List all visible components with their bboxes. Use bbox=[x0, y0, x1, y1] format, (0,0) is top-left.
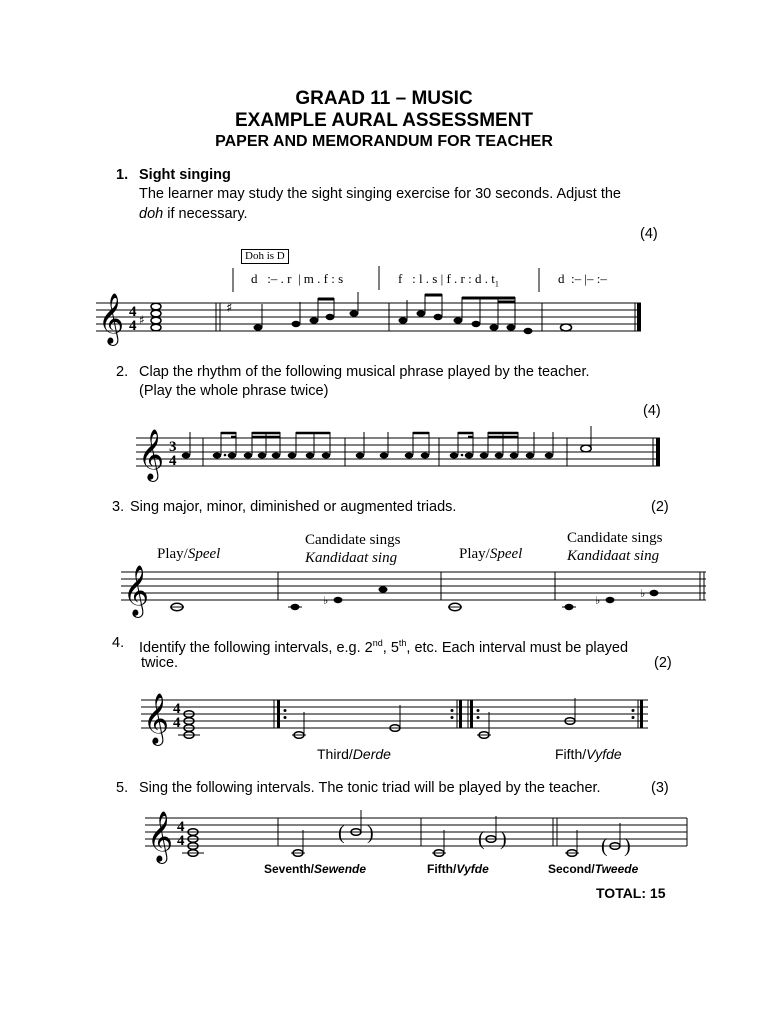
title-line-1: GRAAD 11 – MUSIC bbox=[295, 88, 473, 109]
q5-label-1-a: Seventh/ bbox=[264, 862, 315, 876]
svg-text:♭: ♭ bbox=[595, 594, 601, 607]
q1-heading: Sight singing bbox=[139, 167, 231, 183]
time-bottom-2: 4 bbox=[169, 453, 177, 469]
svg-text:♭: ♭ bbox=[640, 587, 646, 600]
treble-clef-3: 𝄞 bbox=[123, 565, 150, 616]
title-line-3: PAPER AND MEMORANDUM FOR TEACHER bbox=[215, 133, 553, 150]
time-top-5: 4 bbox=[177, 819, 185, 835]
q3-number: 3. bbox=[112, 499, 125, 515]
q1-text-a: The learner may study the sight singing exercise for 30 seconds. Adjust the bbox=[139, 186, 621, 202]
svg-text:♭: ♭ bbox=[323, 594, 329, 607]
time-top-4: 4 bbox=[173, 701, 181, 717]
q4-label-1-a: Third/ bbox=[317, 746, 353, 762]
solfa-bar-1: d :– . r | m . f : s bbox=[251, 271, 344, 286]
q4-marks: (2) bbox=[654, 655, 672, 671]
q3-cand-2-a: Candidate sings bbox=[567, 530, 663, 546]
q2-staff bbox=[136, 418, 666, 478]
chord-sharp: ♯ bbox=[139, 313, 145, 327]
q5-label-2 bbox=[427, 862, 489, 876]
q5-label-2-a: Fifth/ bbox=[427, 862, 457, 876]
q5-label-3-a: Second/ bbox=[548, 862, 595, 876]
q3-cand-1-a: Candidate sings bbox=[305, 532, 401, 548]
q4-line2: twice. bbox=[141, 655, 179, 671]
q3-marks: (2) bbox=[651, 499, 669, 515]
q4-label-2-a: Fifth/ bbox=[555, 746, 587, 762]
svg-text:): ) bbox=[367, 822, 374, 844]
q3-play-2-b: Speel bbox=[489, 546, 523, 562]
q4-sup-1: nd bbox=[372, 638, 383, 648]
q5-label-3-b: Tweede bbox=[594, 862, 639, 876]
q5-label-1 bbox=[264, 862, 366, 876]
q4-staff bbox=[141, 690, 661, 745]
q2-line1: Clap the rhythm of the following musical phrase played by the teacher. bbox=[139, 364, 590, 380]
q1-text-b bbox=[139, 205, 248, 224]
treble-clef-2: 𝄞 bbox=[138, 429, 165, 480]
doh-box: Doh is D bbox=[241, 249, 289, 264]
q4-text-mid: , 5 bbox=[382, 639, 399, 656]
time-bottom-5: 4 bbox=[177, 833, 185, 849]
svg-text:): ) bbox=[624, 835, 631, 857]
q3-play-1-a: Play/ bbox=[157, 546, 188, 562]
q1-doh: doh bbox=[139, 206, 164, 222]
q1-staff bbox=[96, 266, 656, 346]
q4-text-post: , etc. Each interval must be played bbox=[406, 639, 629, 656]
q5-text: Sing the following intervals. The tonic triad will be played by the teacher. bbox=[139, 780, 601, 796]
time-top-2: 3 bbox=[169, 439, 177, 455]
treble-clef-1: 𝄞 bbox=[98, 293, 125, 344]
q3-cand-1-b: Kandidaat sing bbox=[305, 550, 398, 566]
q3-cand-2 bbox=[567, 529, 662, 565]
solfa-sub: 1 bbox=[494, 279, 499, 289]
q5-staff bbox=[145, 810, 695, 860]
key-sig-sharp: ♯ bbox=[226, 301, 233, 316]
q3-staff bbox=[121, 562, 711, 617]
q2-number: 2. bbox=[116, 364, 129, 380]
total: TOTAL: 15 bbox=[596, 885, 666, 901]
svg-text:(: ( bbox=[478, 828, 485, 850]
q4-text bbox=[139, 634, 628, 658]
q3-play-1 bbox=[157, 546, 220, 563]
q3-play-2-a: Play/ bbox=[459, 546, 490, 562]
q1-text-b-rest: if necessary. bbox=[163, 206, 248, 222]
treble-clef-4: 𝄞 bbox=[143, 693, 170, 744]
q5-label-2-b: Vyfde bbox=[456, 862, 489, 876]
q4-label-2 bbox=[555, 746, 622, 762]
svg-text:(: ( bbox=[601, 835, 608, 857]
svg-text:): ) bbox=[500, 828, 507, 850]
q5-label-3 bbox=[548, 862, 638, 876]
time-top: 4 bbox=[129, 304, 137, 320]
q2-line2: (Play the whole phrase twice) bbox=[139, 383, 329, 399]
q3-text: Sing major, minor, diminished or augmented triads. bbox=[130, 499, 457, 515]
q2-marks: (4) bbox=[643, 403, 661, 419]
q5-label-1-b: Sewende bbox=[314, 862, 367, 876]
q3-cand-2-b: Kandidaat sing bbox=[567, 548, 660, 564]
q4-label-2-b: Vyfde bbox=[586, 746, 622, 762]
time-bottom-4: 4 bbox=[173, 715, 181, 731]
q4-label-1 bbox=[317, 746, 391, 762]
solfa-bar-3: d :– |– :– bbox=[558, 271, 607, 286]
q4-label-1-b: Derde bbox=[352, 746, 391, 762]
q4-sup-2: th bbox=[398, 638, 407, 648]
q1-number: 1. bbox=[116, 167, 129, 183]
q1-marks: (4) bbox=[640, 226, 658, 242]
time-bottom: 4 bbox=[129, 318, 137, 334]
title-line-2: EXAMPLE AURAL ASSESSMENT bbox=[234, 110, 534, 131]
q3-play-2 bbox=[459, 546, 522, 563]
q3-play-1-b: Speel bbox=[187, 546, 221, 562]
solfa-bar-2-text: f : l . s | f . r : d . t bbox=[398, 271, 495, 286]
svg-text:(: ( bbox=[338, 822, 345, 844]
q4-text-pre: Identify the following intervals, e.g. 2 bbox=[139, 639, 373, 656]
treble-clef-5: 𝄞 bbox=[147, 811, 174, 862]
q4-number: 4. bbox=[112, 635, 125, 651]
q5-marks: (3) bbox=[651, 780, 669, 796]
q5-number: 5. bbox=[116, 780, 129, 796]
